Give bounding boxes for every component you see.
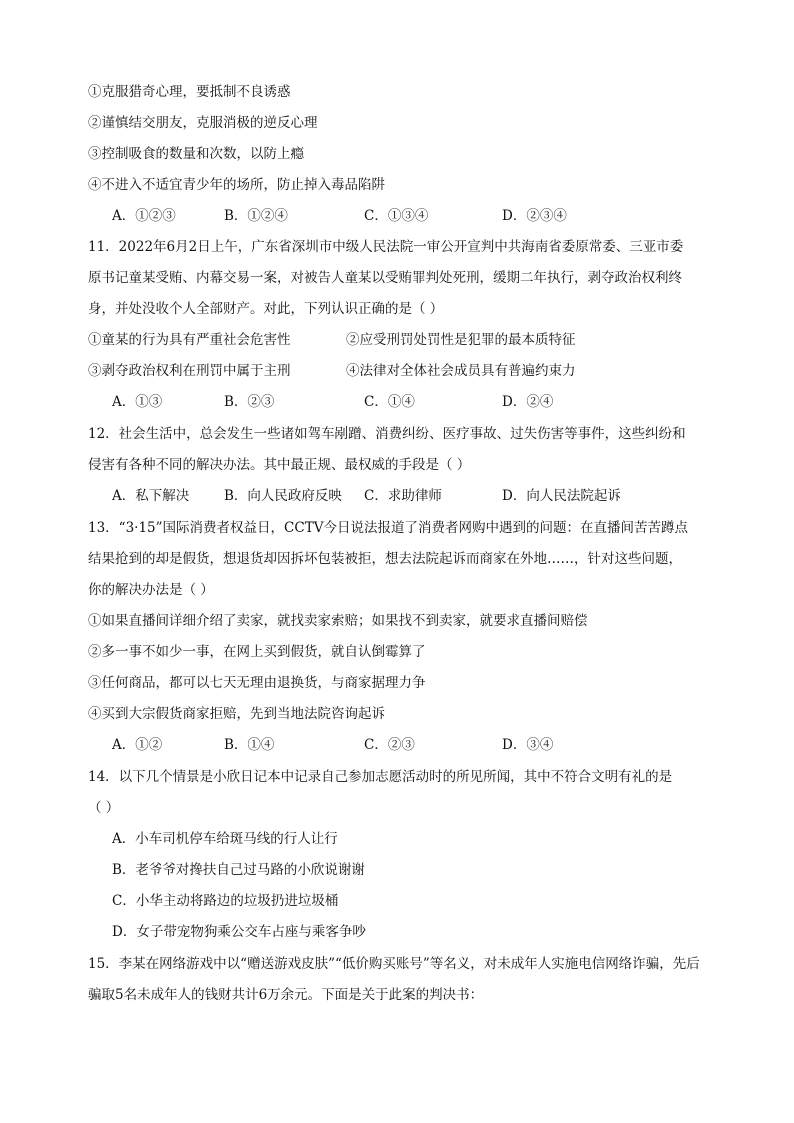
q11-option-a: A．①③	[112, 394, 163, 410]
q12-stem-line-2: 侵害有各种不同的解决办法。其中最正规、最权威的手段是（ ）	[88, 457, 471, 473]
q11-option-b: B．②③	[224, 394, 275, 410]
q10-item-4: ④不进入不适宜青少年的场所，防止掉入毒品陷阱	[88, 177, 385, 193]
q14-option-a: A．小车司机停车给斑马线的行人让行	[112, 831, 338, 847]
q10-option-d: D．②③④	[502, 208, 567, 224]
q11-item-2: ②应受刑罚处罚性是犯罪的最本质特征	[346, 332, 576, 348]
q13-option-a: A．①②	[112, 737, 163, 753]
q11-item-3: ③剥夺政治权利在刑罚中属于主刑	[88, 363, 291, 379]
q13-stem-line-1: 13．“3·15”国际消费者权益日，CCTV今日说法报道了消费者网购中遇到的问题：在直播间苦苦蹲点	[88, 520, 688, 536]
q11-item-1: ①童某的行为具有严重社会危害性	[88, 332, 291, 348]
q14-stem-line-2: （ ）	[88, 800, 120, 816]
q15-stem-line-2: 骗取5名未成年人的钱财共计6万余元。下面是关于此案的判决书：	[88, 987, 484, 1003]
q12-option-b: B．向人民政府反映	[224, 488, 342, 504]
q12-option-a: A．私下解决	[112, 488, 190, 504]
q13-item-1: ①如果直播间详细介绍了卖家，就找卖家索赔；如果找不到卖家，就要求直播间赔偿	[88, 613, 588, 629]
q13-stem-line-3: 你的解决办法是（ ）	[88, 582, 214, 598]
q13-item-4: ④买到大宗假货商家拒赔，先到当地法院咨询起诉	[88, 706, 385, 722]
q14-option-d: D．女子带宠物狗乘公交车占座与乘客争吵	[112, 924, 366, 940]
q11-item-4: ④法律对全体社会成员具有普遍约束力	[346, 363, 576, 379]
q10-option-a: A．①②③	[112, 208, 176, 224]
q13-item-2: ②多一事不如少一事，在网上买到假货，就自认倒霉算了	[88, 644, 426, 660]
q11-option-d: D．②④	[502, 394, 554, 410]
q12-option-d: D．向人民法院起诉	[502, 488, 621, 504]
q15-stem-line-1: 15．李某在网络游戏中以“赠送游戏皮肤”“低价购买账号”等名义，对未成年人实施电信网络诈骗，先后	[88, 956, 700, 972]
q13-item-3: ③任何商品，都可以七天无理由退换货，与商家据理力争	[88, 675, 426, 691]
q14-stem-line-1: 14．以下几个情景是小欣日记本中记录自己参加志愿活动时的所见所闻，其中不符合文明有礼的是	[88, 769, 673, 785]
q11-stem-line-3: 身，并处没收个人全部财产。对此，下列认识正确的是（ ）	[88, 301, 444, 317]
q13-stem-line-2: 结果抢到的却是假货，想退货却因拆坏包装被拒，想去法院起诉而商家在外地……，针对这些问题，	[88, 551, 682, 567]
q10-option-c: C．①③④	[364, 208, 429, 224]
q11-option-c: C．①④	[364, 394, 415, 410]
q10-item-1: ①克服猎奇心理，要抵制不良诱惑	[88, 84, 291, 100]
q11-stem-line-1: 11．2022年6月2日上午，广东省深圳市中级人民法院一审公开宣判中共海南省委原常委、三亚市委	[88, 239, 684, 255]
q12-option-c: C．求助律师	[364, 488, 442, 504]
q13-option-d: D．③④	[502, 737, 554, 753]
q13-option-b: B．①④	[224, 737, 275, 753]
q10-item-2: ②谨慎结交朋友，克服消极的逆反心理	[88, 115, 318, 131]
q10-option-b: B．①②④	[224, 208, 288, 224]
q11-stem-line-2: 原书记童某受贿、内幕交易一案，对被告人童某以受贿罪判处死刑，缓期二年执行，剥夺政治权利终	[88, 270, 682, 286]
q13-option-c: C．②③	[364, 737, 415, 753]
q12-stem-line-1: 12．社会生活中，总会发生一些诸如驾车剐蹭、消费纠纷、医疗事故、过失伤害等事件，这些纠纷和	[88, 426, 686, 442]
q14-option-c: C．小华主动将路边的垃圾扔进垃圾桶	[112, 893, 339, 909]
q14-option-b: B．老爷爷对搀扶自己过马路的小欣说谢谢	[112, 862, 365, 878]
q10-item-3: ③控制吸食的数量和次数，以防上瘾	[88, 146, 304, 162]
